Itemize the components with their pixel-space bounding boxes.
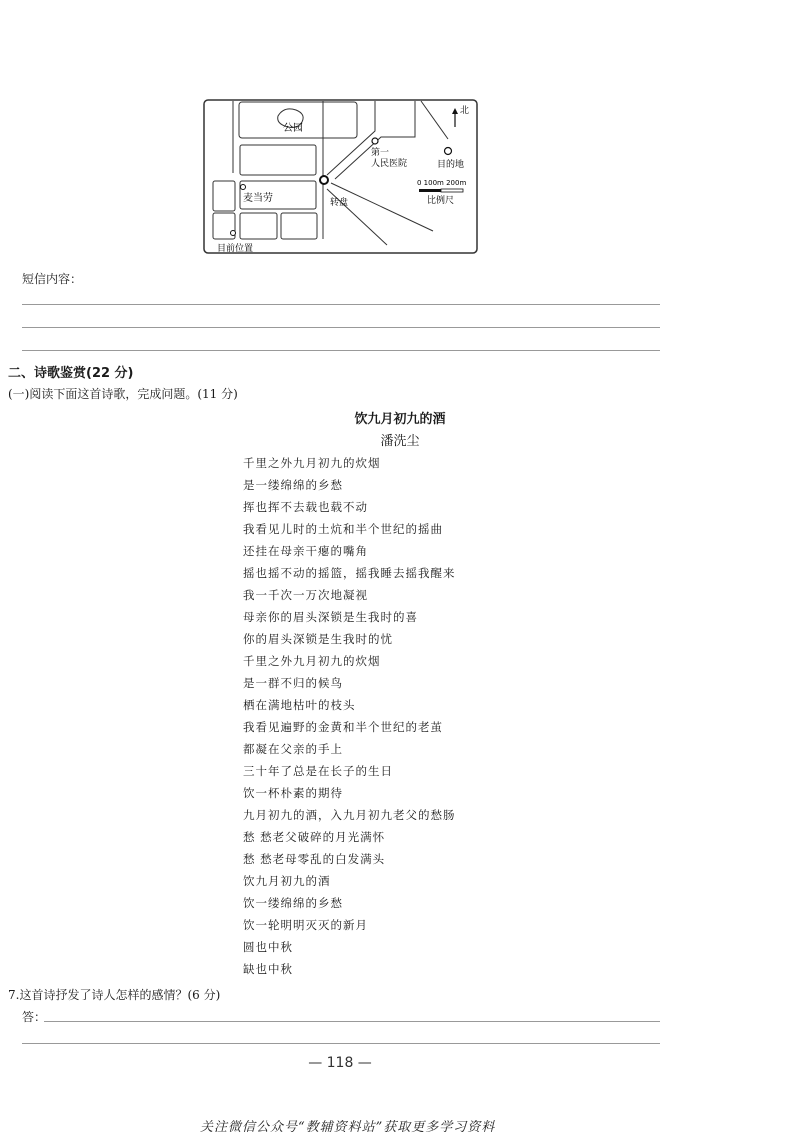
poem-line: 我看见儿时的土炕和半个世纪的摇曲 <box>243 522 443 536</box>
poem-line: 缺也中秋 <box>243 962 293 976</box>
answer-label: 答： <box>22 1010 47 1024</box>
poem-line: 我看见遍野的金黄和半个世纪的老茧 <box>243 720 443 734</box>
sms-answer-line-1[interactable] <box>22 304 660 305</box>
poem-line: 饮一杯朴素的期待 <box>243 786 343 800</box>
north-label: 北 <box>460 106 470 116</box>
poem-line: 我一千次一万次地凝视 <box>243 588 368 602</box>
poem-line: 九月初九的酒，入九月初九老父的愁肠 <box>243 808 456 822</box>
hospital-marker <box>372 138 378 144</box>
hospital-label-1: 第一 <box>371 148 390 158</box>
poem-line: 愁 愁老母零乱的白发满头 <box>243 852 386 866</box>
section-title: 二、诗歌鉴赏(22 分) <box>8 366 134 381</box>
sms-answer-line-2[interactable] <box>22 327 660 328</box>
poem-line: 千里之外九月初九的炊烟 <box>243 654 381 668</box>
park-label: 公园 <box>283 123 303 134</box>
roundabout-marker <box>320 176 328 184</box>
destination-label: 目的地 <box>437 160 465 170</box>
current-position-label: 目前位置 <box>217 244 254 254</box>
poem-line: 饮一缕绵绵的乡愁 <box>243 896 343 910</box>
poem-line: 三十年了总是在长子的生日 <box>243 764 393 778</box>
footer-note: 关注微信公众号“教辅资料站”获取更多学习资料 <box>200 1120 496 1135</box>
hospital-label-2: 人民医院 <box>371 159 408 169</box>
poem-line: 饮一轮明明灭灭的新月 <box>243 918 368 932</box>
page-number: — 118 — <box>308 1055 372 1071</box>
poem-line: 愁 愁老父破碎的月光满怀 <box>243 830 386 844</box>
answer-line-1[interactable] <box>44 1021 660 1022</box>
poem-line: 栖在满地枯叶的枝头 <box>243 698 356 712</box>
poem-line: 千里之外九月初九的炊烟 <box>243 456 381 470</box>
poem-title: 饮九月初九的酒 <box>354 412 446 427</box>
poem-line: 母亲你的眉头深锁是生我时的喜 <box>243 610 418 624</box>
poem-author: 潘洗尘 <box>380 434 420 449</box>
scale-bar-white <box>441 189 463 192</box>
scale-label: 0 100m 200m <box>417 179 467 187</box>
poem-line: 是一群不归的候鸟 <box>243 676 343 690</box>
poem-line: 你的眉头深锁是生我时的忧 <box>243 632 393 646</box>
current-position-marker <box>231 231 236 236</box>
mcdonalds-label: 麦当劳 <box>243 193 273 204</box>
poem-line: 都凝在父亲的手上 <box>243 742 343 756</box>
sms-label: 短信内容： <box>22 272 83 286</box>
mcdonalds-marker <box>241 185 246 190</box>
poem-line: 摇也摇不动的摇篮，摇我睡去摇我醒来 <box>243 566 456 580</box>
poem-line: 挥也挥不去载也载不动 <box>243 500 368 514</box>
poem-line: 圆也中秋 <box>243 940 293 954</box>
poem-body <box>243 452 456 980</box>
scale-bar-black <box>419 189 441 192</box>
poem-line: 还挂在母亲干瘪的嘴角 <box>243 544 368 558</box>
scale-caption: 比例尺 <box>427 196 455 206</box>
question-text: 7.这首诗抒发了诗人怎样的感情？(6 分) <box>8 988 221 1002</box>
poem-line: 是一缕绵绵的乡愁 <box>243 478 343 492</box>
destination-marker <box>445 148 452 155</box>
map-figure <box>203 99 478 254</box>
part-instruction: (一)阅读下面这首诗歌，完成问题。(11 分) <box>8 387 238 401</box>
roundabout-label: 转盘 <box>330 198 349 208</box>
sms-answer-line-3[interactable] <box>22 350 660 351</box>
answer-line-2[interactable] <box>22 1043 660 1044</box>
poem-line: 饮九月初九的酒 <box>243 874 331 888</box>
